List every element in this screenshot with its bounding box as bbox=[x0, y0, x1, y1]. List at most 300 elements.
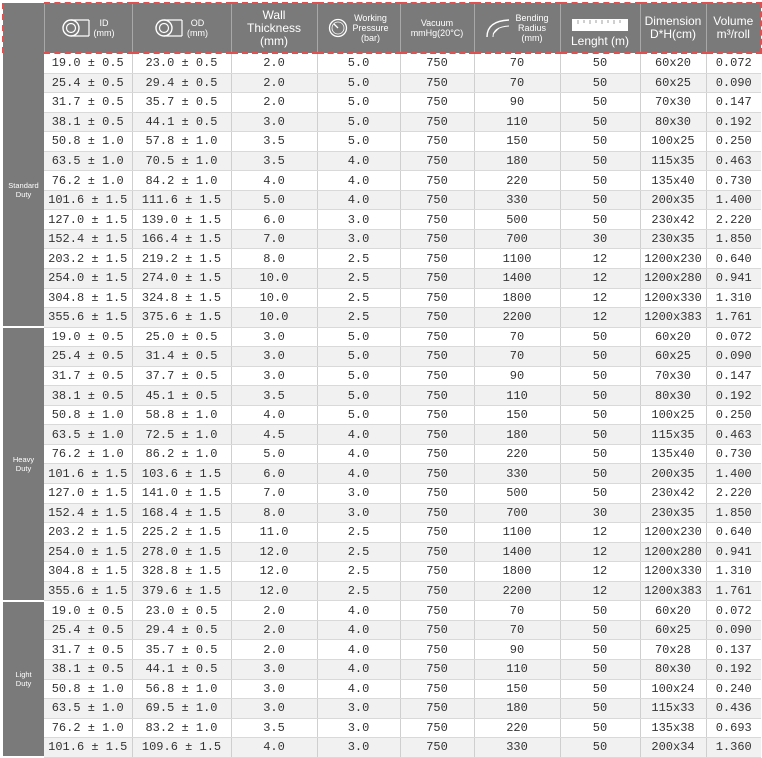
cell-working-pressure: 5.0 bbox=[317, 366, 400, 386]
cell-dimension: 230x42 bbox=[640, 484, 706, 504]
group-label bbox=[3, 53, 44, 327]
cell-vacuum: 750 bbox=[400, 93, 474, 113]
header-length-label: Lenght (m) bbox=[570, 34, 630, 48]
header-working-pressure bbox=[317, 3, 400, 53]
table-row bbox=[3, 581, 761, 601]
cell-vacuum: 750 bbox=[400, 151, 474, 171]
cell-length: 50 bbox=[560, 73, 640, 93]
cell-dimension: 100x25 bbox=[640, 405, 706, 425]
cell-volume: 0.240 bbox=[706, 679, 761, 699]
cell-od: 31.4 ± 0.5 bbox=[132, 347, 231, 367]
cell-dimension: 1200x280 bbox=[640, 542, 706, 562]
cell-od: 168.4 ± 1.5 bbox=[132, 503, 231, 523]
cell-od: 166.4 ± 1.5 bbox=[132, 229, 231, 249]
hose-id-icon bbox=[62, 19, 90, 37]
cell-bending-radius: 1100 bbox=[474, 249, 560, 269]
cell-bending-radius: 1400 bbox=[474, 269, 560, 289]
cell-wall-thickness: 7.0 bbox=[231, 229, 317, 249]
cell-volume: 0.463 bbox=[706, 425, 761, 445]
cell-vacuum: 750 bbox=[400, 405, 474, 425]
table-row bbox=[3, 171, 761, 191]
cell-vacuum: 750 bbox=[400, 112, 474, 132]
cell-od: 69.5 ± 1.0 bbox=[132, 699, 231, 719]
cell-od: 70.5 ± 1.0 bbox=[132, 151, 231, 171]
cell-working-pressure: 3.0 bbox=[317, 503, 400, 523]
table-row bbox=[3, 308, 761, 328]
cell-wall-thickness: 2.0 bbox=[231, 93, 317, 113]
cell-vacuum: 750 bbox=[400, 249, 474, 269]
cell-vacuum: 750 bbox=[400, 562, 474, 582]
cell-bending-radius: 700 bbox=[474, 503, 560, 523]
table-row bbox=[3, 366, 761, 386]
cell-volume: 0.730 bbox=[706, 171, 761, 191]
bending-radius-icon bbox=[485, 18, 511, 38]
cell-id: 19.0 ± 0.5 bbox=[44, 601, 132, 621]
cell-dimension: 60x20 bbox=[640, 53, 706, 73]
table-row bbox=[3, 562, 761, 582]
ruler-icon bbox=[572, 19, 628, 31]
cell-bending-radius: 90 bbox=[474, 640, 560, 660]
cell-volume: 0.250 bbox=[706, 132, 761, 152]
cell-bending-radius: 150 bbox=[474, 405, 560, 425]
cell-dimension: 135x40 bbox=[640, 171, 706, 191]
cell-length: 50 bbox=[560, 132, 640, 152]
cell-working-pressure: 5.0 bbox=[317, 112, 400, 132]
cell-vacuum: 750 bbox=[400, 347, 474, 367]
cell-working-pressure: 4.0 bbox=[317, 190, 400, 210]
table-row bbox=[3, 679, 761, 699]
cell-working-pressure: 3.0 bbox=[317, 210, 400, 230]
cell-working-pressure: 2.5 bbox=[317, 562, 400, 582]
group-label-text: Standard Duty bbox=[8, 180, 39, 199]
cell-dimension: 60x25 bbox=[640, 620, 706, 640]
cell-dimension: 1200x383 bbox=[640, 308, 706, 328]
cell-volume: 0.436 bbox=[706, 699, 761, 719]
cell-length: 50 bbox=[560, 53, 640, 73]
cell-vacuum: 750 bbox=[400, 366, 474, 386]
cell-wall-thickness: 3.0 bbox=[231, 699, 317, 719]
cell-volume: 0.941 bbox=[706, 269, 761, 289]
cell-od: 57.8 ± 1.0 bbox=[132, 132, 231, 152]
cell-volume: 0.730 bbox=[706, 444, 761, 464]
cell-id: 38.1 ± 0.5 bbox=[44, 112, 132, 132]
table-row bbox=[3, 640, 761, 660]
table-row bbox=[3, 601, 761, 621]
cell-wall-thickness: 10.0 bbox=[231, 308, 317, 328]
cell-wall-thickness: 12.0 bbox=[231, 562, 317, 582]
table-body bbox=[3, 53, 761, 757]
cell-id: 50.8 ± 1.0 bbox=[44, 132, 132, 152]
group-label-text: Light Duty bbox=[15, 670, 32, 688]
cell-bending-radius: 180 bbox=[474, 425, 560, 445]
cell-wall-thickness: 2.0 bbox=[231, 601, 317, 621]
cell-dimension: 60x20 bbox=[640, 601, 706, 621]
cell-wall-thickness: 5.0 bbox=[231, 190, 317, 210]
hose-spec-table bbox=[2, 2, 762, 758]
cell-id: 63.5 ± 1.0 bbox=[44, 151, 132, 171]
cell-bending-radius: 70 bbox=[474, 620, 560, 640]
cell-working-pressure: 2.5 bbox=[317, 581, 400, 601]
table-row bbox=[3, 347, 761, 367]
cell-working-pressure: 4.0 bbox=[317, 464, 400, 484]
cell-volume: 0.250 bbox=[706, 405, 761, 425]
cell-length: 50 bbox=[560, 738, 640, 758]
cell-dimension: 80x30 bbox=[640, 386, 706, 406]
cell-id: 50.8 ± 1.0 bbox=[44, 679, 132, 699]
cell-volume: 1.360 bbox=[706, 738, 761, 758]
cell-id: 203.2 ± 1.5 bbox=[44, 523, 132, 543]
cell-wall-thickness: 2.0 bbox=[231, 73, 317, 93]
cell-dimension: 200x35 bbox=[640, 190, 706, 210]
cell-od: 44.1 ± 0.5 bbox=[132, 659, 231, 679]
cell-working-pressure: 2.5 bbox=[317, 542, 400, 562]
cell-vacuum: 750 bbox=[400, 288, 474, 308]
cell-dimension: 135x40 bbox=[640, 444, 706, 464]
cell-od: 274.0 ± 1.5 bbox=[132, 269, 231, 289]
cell-id: 76.2 ± 1.0 bbox=[44, 171, 132, 191]
cell-working-pressure: 4.0 bbox=[317, 659, 400, 679]
cell-bending-radius: 70 bbox=[474, 73, 560, 93]
header-bending-radius-label: Bending Radius (mm) bbox=[515, 13, 549, 43]
cell-wall-thickness: 8.0 bbox=[231, 249, 317, 269]
table-row bbox=[3, 112, 761, 132]
cell-volume: 2.220 bbox=[706, 484, 761, 504]
cell-wall-thickness: 3.5 bbox=[231, 718, 317, 738]
cell-wall-thickness: 5.0 bbox=[231, 444, 317, 464]
cell-length: 50 bbox=[560, 171, 640, 191]
cell-bending-radius: 2200 bbox=[474, 308, 560, 328]
cell-id: 50.8 ± 1.0 bbox=[44, 405, 132, 425]
cell-id: 203.2 ± 1.5 bbox=[44, 249, 132, 269]
cell-length: 30 bbox=[560, 229, 640, 249]
cell-od: 103.6 ± 1.5 bbox=[132, 464, 231, 484]
cell-vacuum: 750 bbox=[400, 738, 474, 758]
cell-dimension: 230x42 bbox=[640, 210, 706, 230]
cell-length: 12 bbox=[560, 269, 640, 289]
cell-id: 19.0 ± 0.5 bbox=[44, 327, 132, 347]
cell-length: 50 bbox=[560, 93, 640, 113]
cell-id: 152.4 ± 1.5 bbox=[44, 503, 132, 523]
cell-vacuum: 750 bbox=[400, 269, 474, 289]
cell-wall-thickness: 3.0 bbox=[231, 347, 317, 367]
header-wall-thickness bbox=[231, 3, 317, 53]
cell-od: 56.8 ± 1.0 bbox=[132, 679, 231, 699]
cell-id: 31.7 ± 0.5 bbox=[44, 93, 132, 113]
header-id bbox=[44, 3, 132, 53]
cell-bending-radius: 90 bbox=[474, 93, 560, 113]
cell-dimension: 1200x230 bbox=[640, 249, 706, 269]
table-row bbox=[3, 425, 761, 445]
header-od bbox=[132, 3, 231, 53]
cell-bending-radius: 1100 bbox=[474, 523, 560, 543]
cell-length: 50 bbox=[560, 327, 640, 347]
cell-working-pressure: 5.0 bbox=[317, 327, 400, 347]
cell-length: 12 bbox=[560, 249, 640, 269]
group-label bbox=[3, 327, 44, 601]
cell-id: 101.6 ± 1.5 bbox=[44, 190, 132, 210]
table-row bbox=[3, 620, 761, 640]
cell-wall-thickness: 3.0 bbox=[231, 679, 317, 699]
header-dimension-label: Dimension D*H(cm) bbox=[644, 14, 702, 41]
cell-volume: 0.640 bbox=[706, 249, 761, 269]
cell-bending-radius: 700 bbox=[474, 229, 560, 249]
cell-working-pressure: 3.0 bbox=[317, 484, 400, 504]
cell-volume: 1.761 bbox=[706, 581, 761, 601]
header-wall-thickness-label: Wall Thickness (mm) bbox=[246, 7, 302, 48]
cell-vacuum: 750 bbox=[400, 425, 474, 445]
cell-od: 225.2 ± 1.5 bbox=[132, 523, 231, 543]
cell-bending-radius: 330 bbox=[474, 738, 560, 758]
cell-wall-thickness: 3.5 bbox=[231, 151, 317, 171]
table-row bbox=[3, 484, 761, 504]
header-length bbox=[560, 3, 640, 53]
cell-od: 141.0 ± 1.5 bbox=[132, 484, 231, 504]
cell-dimension: 80x30 bbox=[640, 112, 706, 132]
cell-dimension: 230x35 bbox=[640, 229, 706, 249]
cell-bending-radius: 1800 bbox=[474, 288, 560, 308]
cell-wall-thickness: 11.0 bbox=[231, 523, 317, 543]
table-row bbox=[3, 93, 761, 113]
cell-id: 38.1 ± 0.5 bbox=[44, 386, 132, 406]
header-volume bbox=[706, 3, 761, 53]
cell-dimension: 1200x330 bbox=[640, 288, 706, 308]
cell-dimension: 115x35 bbox=[640, 425, 706, 445]
cell-od: 375.6 ± 1.5 bbox=[132, 308, 231, 328]
table-row bbox=[3, 444, 761, 464]
cell-vacuum: 750 bbox=[400, 659, 474, 679]
cell-vacuum: 750 bbox=[400, 327, 474, 347]
cell-vacuum: 750 bbox=[400, 601, 474, 621]
cell-working-pressure: 4.0 bbox=[317, 640, 400, 660]
header-id-label: ID (mm) bbox=[93, 18, 115, 38]
cell-wall-thickness: 6.0 bbox=[231, 210, 317, 230]
cell-volume: 0.072 bbox=[706, 327, 761, 347]
cell-dimension: 1200x383 bbox=[640, 581, 706, 601]
cell-working-pressure: 3.0 bbox=[317, 229, 400, 249]
cell-bending-radius: 220 bbox=[474, 171, 560, 191]
cell-bending-radius: 70 bbox=[474, 601, 560, 621]
cell-od: 72.5 ± 1.0 bbox=[132, 425, 231, 445]
spec-table-container bbox=[2, 2, 760, 758]
table-row bbox=[3, 132, 761, 152]
cell-volume: 1.310 bbox=[706, 288, 761, 308]
table-row bbox=[3, 738, 761, 758]
cell-dimension: 200x34 bbox=[640, 738, 706, 758]
header-group-corner bbox=[3, 3, 44, 53]
cell-vacuum: 750 bbox=[400, 640, 474, 660]
cell-volume: 0.090 bbox=[706, 73, 761, 93]
cell-bending-radius: 1800 bbox=[474, 562, 560, 582]
cell-id: 304.8 ± 1.5 bbox=[44, 562, 132, 582]
cell-vacuum: 750 bbox=[400, 73, 474, 93]
cell-id: 25.4 ± 0.5 bbox=[44, 347, 132, 367]
cell-od: 379.6 ± 1.5 bbox=[132, 581, 231, 601]
cell-dimension: 60x25 bbox=[640, 347, 706, 367]
cell-wall-thickness: 10.0 bbox=[231, 288, 317, 308]
cell-id: 254.0 ± 1.5 bbox=[44, 542, 132, 562]
cell-dimension: 60x25 bbox=[640, 73, 706, 93]
cell-length: 50 bbox=[560, 640, 640, 660]
cell-volume: 1.850 bbox=[706, 503, 761, 523]
cell-wall-thickness: 3.0 bbox=[231, 327, 317, 347]
cell-length: 50 bbox=[560, 601, 640, 621]
cell-od: 37.7 ± 0.5 bbox=[132, 366, 231, 386]
cell-bending-radius: 180 bbox=[474, 699, 560, 719]
header-vacuum bbox=[400, 3, 474, 53]
table-row bbox=[3, 53, 761, 73]
cell-od: 219.2 ± 1.5 bbox=[132, 249, 231, 269]
cell-id: 101.6 ± 1.5 bbox=[44, 464, 132, 484]
cell-vacuum: 750 bbox=[400, 171, 474, 191]
cell-wall-thickness: 4.0 bbox=[231, 171, 317, 191]
cell-volume: 0.192 bbox=[706, 659, 761, 679]
cell-volume: 1.761 bbox=[706, 308, 761, 328]
cell-bending-radius: 70 bbox=[474, 327, 560, 347]
cell-length: 50 bbox=[560, 444, 640, 464]
cell-wall-thickness: 8.0 bbox=[231, 503, 317, 523]
cell-length: 50 bbox=[560, 620, 640, 640]
cell-length: 50 bbox=[560, 659, 640, 679]
table-row bbox=[3, 386, 761, 406]
cell-working-pressure: 5.0 bbox=[317, 132, 400, 152]
table-row bbox=[3, 210, 761, 230]
cell-volume: 2.220 bbox=[706, 210, 761, 230]
cell-bending-radius: 150 bbox=[474, 679, 560, 699]
cell-bending-radius: 110 bbox=[474, 659, 560, 679]
cell-dimension: 230x35 bbox=[640, 503, 706, 523]
cell-length: 30 bbox=[560, 503, 640, 523]
cell-length: 50 bbox=[560, 151, 640, 171]
cell-working-pressure: 4.0 bbox=[317, 171, 400, 191]
cell-od: 109.6 ± 1.5 bbox=[132, 738, 231, 758]
cell-bending-radius: 2200 bbox=[474, 581, 560, 601]
cell-wall-thickness: 3.5 bbox=[231, 386, 317, 406]
cell-id: 76.2 ± 1.0 bbox=[44, 718, 132, 738]
cell-volume: 0.072 bbox=[706, 601, 761, 621]
cell-vacuum: 750 bbox=[400, 718, 474, 738]
pressure-gauge-icon bbox=[328, 18, 348, 38]
cell-od: 35.7 ± 0.5 bbox=[132, 640, 231, 660]
cell-dimension: 70x30 bbox=[640, 93, 706, 113]
cell-length: 12 bbox=[560, 581, 640, 601]
cell-bending-radius: 330 bbox=[474, 464, 560, 484]
cell-dimension: 1200x280 bbox=[640, 269, 706, 289]
cell-vacuum: 750 bbox=[400, 308, 474, 328]
cell-od: 29.4 ± 0.5 bbox=[132, 73, 231, 93]
header-od-label: OD (mm) bbox=[187, 18, 208, 38]
cell-id: 127.0 ± 1.5 bbox=[44, 484, 132, 504]
cell-working-pressure: 2.5 bbox=[317, 249, 400, 269]
cell-od: 324.8 ± 1.5 bbox=[132, 288, 231, 308]
cell-volume: 0.941 bbox=[706, 542, 761, 562]
cell-wall-thickness: 2.0 bbox=[231, 620, 317, 640]
cell-volume: 1.400 bbox=[706, 190, 761, 210]
cell-bending-radius: 110 bbox=[474, 386, 560, 406]
cell-working-pressure: 4.0 bbox=[317, 425, 400, 445]
cell-dimension: 115x33 bbox=[640, 699, 706, 719]
cell-working-pressure: 5.0 bbox=[317, 93, 400, 113]
cell-od: 83.2 ± 1.0 bbox=[132, 718, 231, 738]
cell-bending-radius: 90 bbox=[474, 366, 560, 386]
cell-dimension: 60x20 bbox=[640, 327, 706, 347]
cell-id: 38.1 ± 0.5 bbox=[44, 659, 132, 679]
cell-length: 50 bbox=[560, 484, 640, 504]
cell-wall-thickness: 3.0 bbox=[231, 112, 317, 132]
cell-id: 304.8 ± 1.5 bbox=[44, 288, 132, 308]
cell-working-pressure: 4.0 bbox=[317, 444, 400, 464]
table-row bbox=[3, 542, 761, 562]
cell-working-pressure: 2.5 bbox=[317, 288, 400, 308]
cell-length: 50 bbox=[560, 699, 640, 719]
cell-od: 29.4 ± 0.5 bbox=[132, 620, 231, 640]
cell-dimension: 135x38 bbox=[640, 718, 706, 738]
cell-wall-thickness: 3.0 bbox=[231, 659, 317, 679]
cell-working-pressure: 4.0 bbox=[317, 601, 400, 621]
cell-working-pressure: 4.0 bbox=[317, 679, 400, 699]
header-dimension bbox=[640, 3, 706, 53]
cell-od: 86.2 ± 1.0 bbox=[132, 444, 231, 464]
cell-wall-thickness: 2.0 bbox=[231, 640, 317, 660]
cell-dimension: 100x24 bbox=[640, 679, 706, 699]
cell-working-pressure: 5.0 bbox=[317, 405, 400, 425]
cell-volume: 0.192 bbox=[706, 112, 761, 132]
cell-working-pressure: 5.0 bbox=[317, 73, 400, 93]
cell-dimension: 115x35 bbox=[640, 151, 706, 171]
cell-working-pressure: 5.0 bbox=[317, 386, 400, 406]
cell-volume: 1.850 bbox=[706, 229, 761, 249]
cell-vacuum: 750 bbox=[400, 386, 474, 406]
cell-id: 254.0 ± 1.5 bbox=[44, 269, 132, 289]
cell-wall-thickness: 3.5 bbox=[231, 132, 317, 152]
cell-wall-thickness: 4.0 bbox=[231, 738, 317, 758]
cell-length: 50 bbox=[560, 210, 640, 230]
header-bending-radius bbox=[474, 3, 560, 53]
cell-dimension: 100x25 bbox=[640, 132, 706, 152]
cell-wall-thickness: 6.0 bbox=[231, 464, 317, 484]
cell-vacuum: 750 bbox=[400, 699, 474, 719]
cell-working-pressure: 5.0 bbox=[317, 347, 400, 367]
cell-od: 139.0 ± 1.5 bbox=[132, 210, 231, 230]
table-row bbox=[3, 151, 761, 171]
cell-working-pressure: 5.0 bbox=[317, 53, 400, 73]
table-row bbox=[3, 464, 761, 484]
cell-working-pressure: 4.0 bbox=[317, 151, 400, 171]
cell-bending-radius: 220 bbox=[474, 718, 560, 738]
cell-id: 101.6 ± 1.5 bbox=[44, 738, 132, 758]
cell-length: 50 bbox=[560, 112, 640, 132]
cell-bending-radius: 180 bbox=[474, 151, 560, 171]
cell-bending-radius: 70 bbox=[474, 347, 560, 367]
cell-working-pressure: 4.0 bbox=[317, 620, 400, 640]
cell-working-pressure: 2.5 bbox=[317, 269, 400, 289]
cell-id: 25.4 ± 0.5 bbox=[44, 620, 132, 640]
cell-wall-thickness: 2.0 bbox=[231, 53, 317, 73]
header-vacuum-label: Vacuum mmHg(20°C) bbox=[410, 18, 464, 38]
table-row bbox=[3, 327, 761, 347]
cell-length: 12 bbox=[560, 562, 640, 582]
header-row bbox=[3, 3, 761, 53]
cell-volume: 0.090 bbox=[706, 347, 761, 367]
cell-id: 19.0 ± 0.5 bbox=[44, 53, 132, 73]
cell-od: 44.1 ± 0.5 bbox=[132, 112, 231, 132]
cell-od: 58.8 ± 1.0 bbox=[132, 405, 231, 425]
cell-length: 50 bbox=[560, 405, 640, 425]
cell-od: 23.0 ± 0.5 bbox=[132, 53, 231, 73]
table-row bbox=[3, 269, 761, 289]
cell-wall-thickness: 3.0 bbox=[231, 366, 317, 386]
cell-bending-radius: 110 bbox=[474, 112, 560, 132]
cell-bending-radius: 70 bbox=[474, 53, 560, 73]
